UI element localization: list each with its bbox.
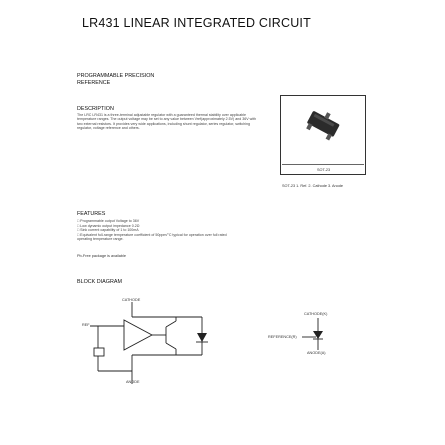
subtitle-line-2: REFERENCE (77, 80, 111, 86)
symbol-cathode-label: CATHODE(K) (304, 312, 328, 316)
block-anode-label: ANODE (126, 380, 140, 384)
features-heading: FEATURES (77, 211, 106, 217)
block-diagram-heading: BLOCK DIAGRAM (77, 279, 122, 285)
pb-free-note: Pb-Free package is available (77, 254, 126, 258)
sot23-package-icon (300, 100, 350, 158)
description-heading: DESCRIPTION (77, 106, 114, 112)
package-name: SOT-23 (317, 167, 331, 172)
feature-item-2: □ Low dynamic output impedance 0.2Ω (77, 223, 140, 228)
description-text: The LRC LR431 is a three-terminal adjustable regulator with a guaranteed thermal stability over applicable temperature ranges. The output voltage may be set to any value between Vref(approximately 2.5V) and 36V with two external resistors. It provides very wide applications, including shunt regulator, series regulator, switching regulator, voltage reference and others. (77, 113, 256, 131)
page-title: LR431 LINEAR INTEGRATED CIRCUIT (82, 16, 311, 30)
feature-item-3: □ Sink current capability of 1 to 100mA (77, 228, 139, 232)
block-cathode-label: CATHODE (122, 297, 141, 302)
feature-item-1: □ Programmable output Voltage to 36V (77, 219, 140, 223)
block-diagram-schematic (80, 296, 220, 394)
package-divider (282, 164, 364, 165)
symbol-reference-label: REFERENCE(R) (268, 335, 297, 339)
symbol-anode-label: ANODE(A) (307, 351, 326, 355)
subtitle-line-1: PROGRAMMABLE PRECISION (77, 73, 155, 79)
block-ref-label: REF (82, 323, 90, 327)
feature-item-4: □ Equivalent full-range temperature coefficient of 50ppm/°C typical for operation over full rated operating temperature range. (77, 232, 227, 241)
package-pin-list: SOT-23 1. Ref. 2. Cathode 3. Anode (282, 184, 344, 188)
